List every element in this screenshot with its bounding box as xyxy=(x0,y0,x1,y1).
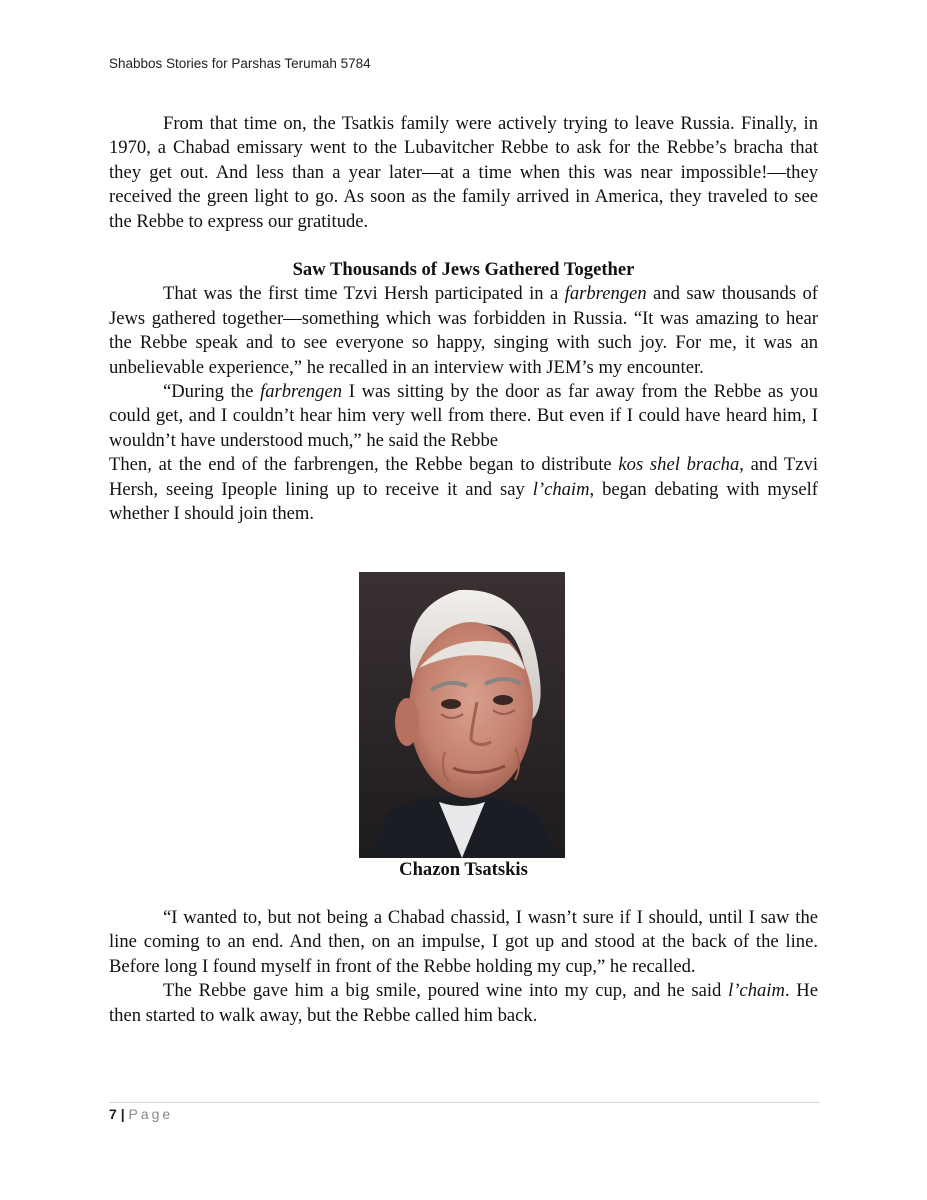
body-section-bottom xyxy=(109,906,818,1028)
running-header: Shabbos Stories for Parshas Terumah 5784 xyxy=(109,56,371,71)
paragraph-6: The Rebbe gave him a big smile, poured wine into my cup, and he said l’chaim. He then started to walk away, but the Rebbe called him back. xyxy=(109,980,818,1026)
footer-divider xyxy=(109,1102,820,1103)
italic-term: farbrengen xyxy=(564,283,647,305)
page-number: 7 xyxy=(109,1106,117,1122)
italic-term: l’chaim xyxy=(728,980,785,1002)
paragraph-3: “During the farbrengen I was sitting by the door as far away from the Rebbe as you could get, and I couldn’t hear him very well from there. But even if I could have heard him, I wouldn’t have understood much,” he said the Rebbe xyxy=(109,381,818,451)
body-section-top xyxy=(109,112,818,527)
section-heading: Saw Thousands of Jews Gathered Together xyxy=(292,259,635,281)
paragraph-1: From that time on, the Tsatkis family were actively trying to leave Russia. Finally, in 1970, a Chabad emissary went to the Lubavitcher Rebbe to ask for the Rebbe’s bracha that they get out. And less than a year later—at a time when this was near impossible!—they received the green light to go. As soon as the family arrived in America, they traveled to see the Rebbe to express our gratitude. xyxy=(109,113,818,232)
page-footer xyxy=(109,1106,173,1122)
photo-caption: Chazon Tsatskis xyxy=(399,859,528,880)
page-label: Page xyxy=(128,1106,174,1122)
italic-term: farbrengen xyxy=(260,381,343,403)
paragraph-2: That was the first time Tzvi Hersh participated in a farbrengen and saw thousands of Jews gathered together—something which was forbidden in Russia. “It was amazing to hear the Rebbe speak and to see everyone so happy, singing with such joy. For me, it was an unbelievable experience,” he recalled in an interview with JEM’s my encounter. xyxy=(109,283,818,378)
italic-term: kos shel bracha xyxy=(618,454,740,476)
italic-term: l’chaim xyxy=(532,478,590,500)
paragraph-5: “I wanted to, but not being a Chabad chassid, I wasn’t sure if I should, until I saw the line coming to an end. And then, on an impulse, I got up and stood at the back of the line. Before long I found myself in front of the Rebbe holding my cup,” he recalled. xyxy=(109,907,818,977)
portrait-photo xyxy=(359,572,565,858)
page-separator: | xyxy=(120,1106,125,1122)
paragraph-4: Then, at the end of the farbrengen, the Rebbe began to distribute kos shel bracha, and Tzvi Hersh, seeing Ipeople lining up to receive it and say l’chaim, began debating with myself whether I should join them. xyxy=(109,454,818,525)
